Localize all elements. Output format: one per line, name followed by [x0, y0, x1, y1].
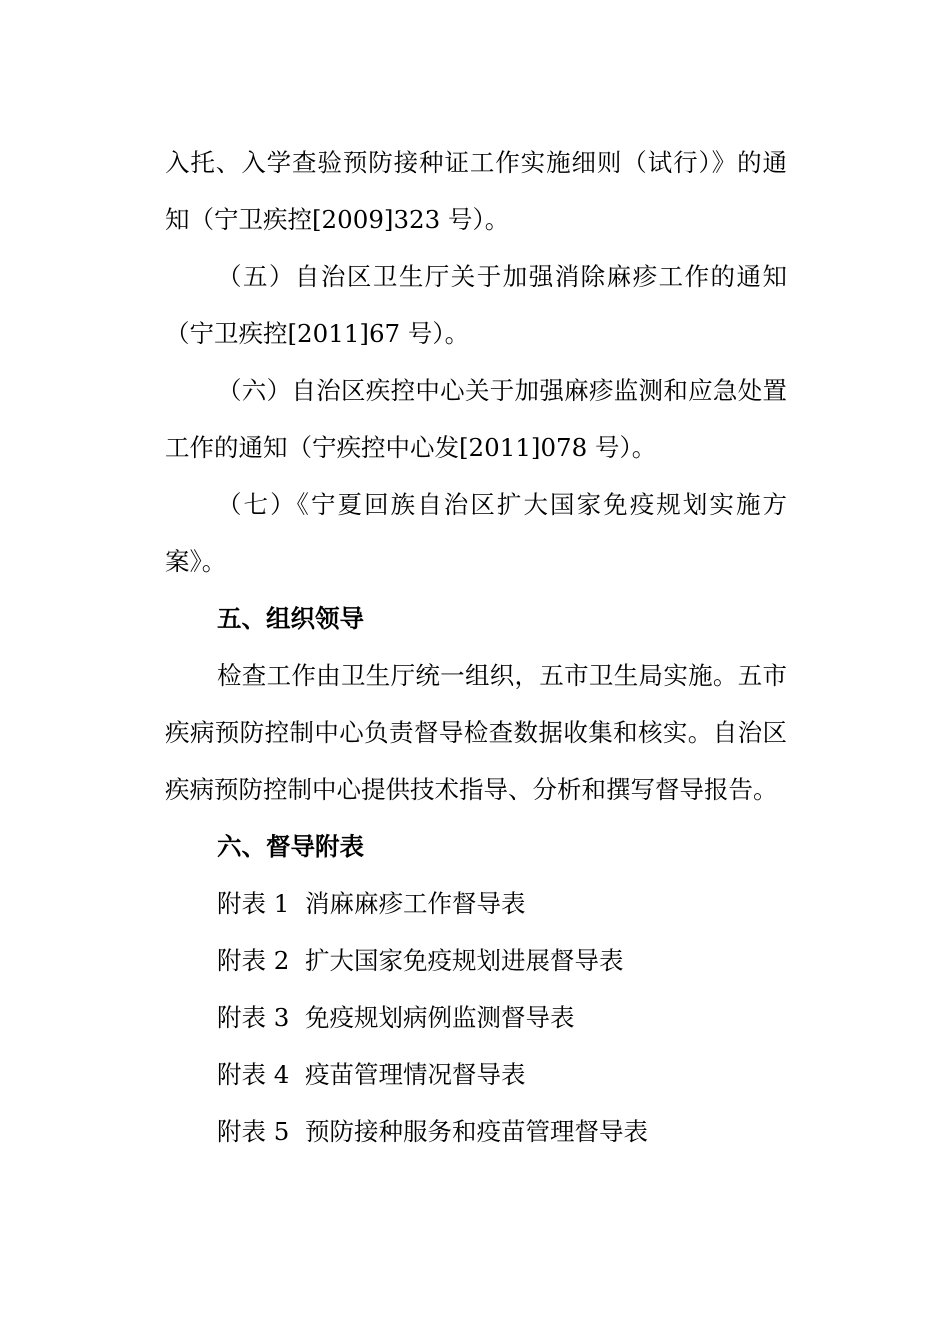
appendix-item-4: 附表 4 疫苗管理情况督导表 [217, 1060, 526, 1089]
document-body [165, 134, 787, 1160]
paragraph-notice-2009-323: 入托、入学查验预防接种证工作实施细则（试行）》的通知（宁卫疾控[2009]323 号）。 [165, 148, 787, 234]
paragraph-item-6: （六）自治区疾控中心关于加强麻疹监测和应急处置工作的通知（宁疾控中心发[2011]078 号）。 [165, 376, 787, 462]
appendix-item-1: 附表 1 消麻麻疹工作督导表 [217, 889, 526, 918]
section-body-organization: 检查工作由卫生厅统一组织，五市卫生局实施。五市疾病预防控制中心负责督导检查数据收集和核实。自治区疾病预防控制中心提供技术指导、分析和撰写督导报告。 [165, 661, 787, 804]
section-heading-appendix: 六、督导附表 [217, 832, 364, 861]
appendix-item-2: 附表 2 扩大国家免疫规划进展督导表 [217, 946, 624, 975]
paragraph-item-7: （七）《宁夏回族自治区扩大国家免疫规划实施方案》。 [165, 490, 787, 576]
section-heading-organization: 五、组织领导 [217, 604, 364, 633]
appendix-item-3: 附表 3 免疫规划病例监测督导表 [217, 1003, 575, 1032]
appendix-item-5: 附表 5 预防接种服务和疫苗管理督导表 [217, 1117, 648, 1146]
paragraph-item-5: （五）自治区卫生厅关于加强消除麻疹工作的通知（宁卫疾控[2011]67 号）。 [165, 262, 787, 348]
